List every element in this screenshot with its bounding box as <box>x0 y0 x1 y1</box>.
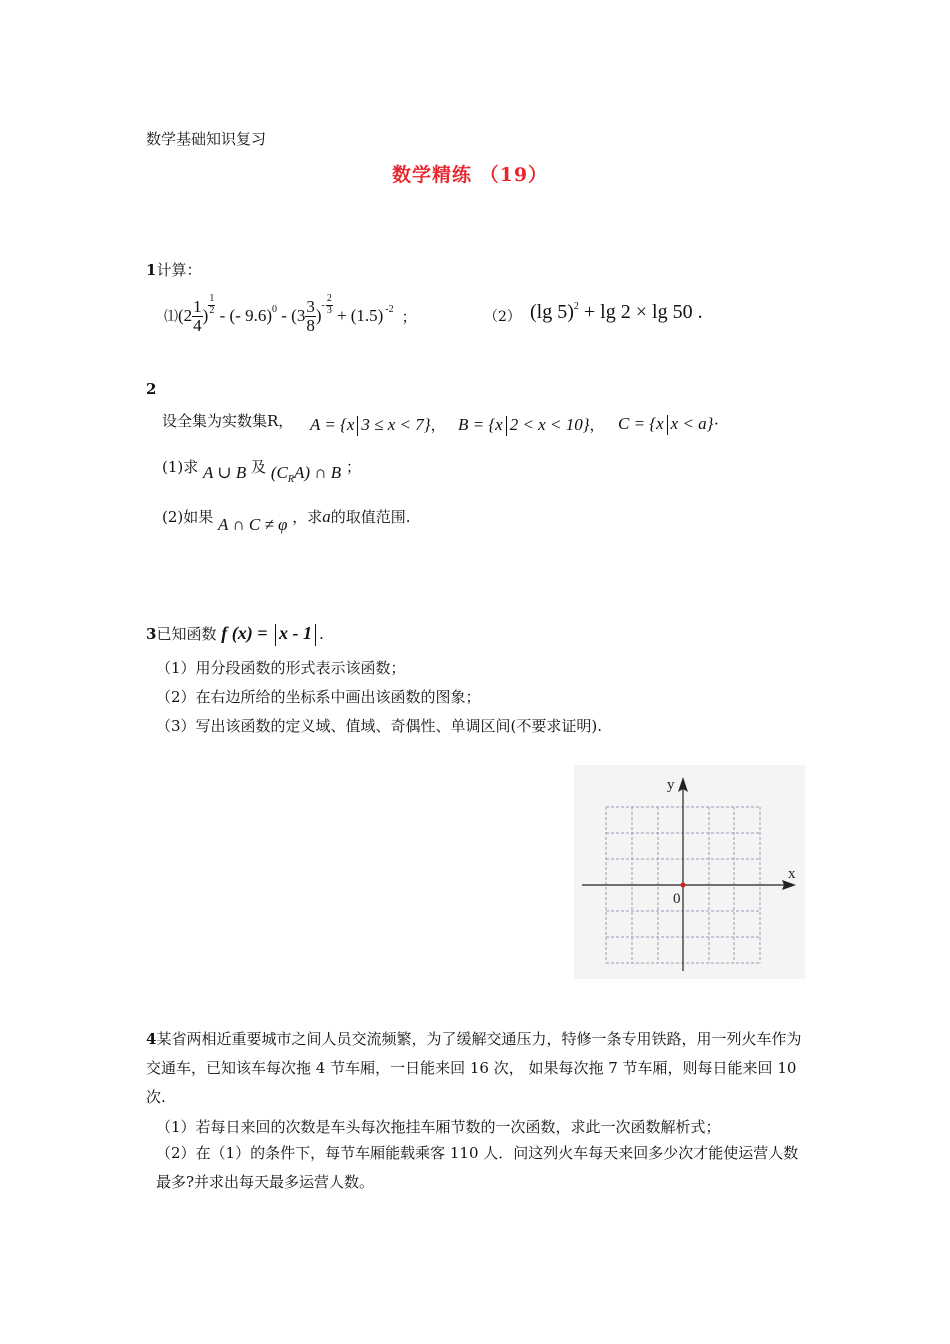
part-tag: ⑴ <box>164 310 178 325</box>
y-axis-label: y <box>667 777 675 793</box>
q1-part1-expression: ⑴ (2 $\frac{1}{4}$ ) $\frac{1}{2}$ - (- 9.6) 0 - (3 $\frac{3}{8}$ ) - $\frac{2}{3}$ + (1.5) -2 ； <box>164 293 417 335</box>
x-axis-label: x <box>788 866 796 882</box>
set-a: A = {x 3 ≤ x < 7}， <box>310 414 446 436</box>
term-c: (3 <box>291 306 306 325</box>
exponent-one-half: $\frac{1}{2}$ <box>209 293 215 316</box>
question-number: 1 <box>146 261 157 279</box>
q2-statement: 设全集为实数集R， <box>162 412 294 430</box>
fraction-three-eighths: $\frac{3}{8}$ <box>306 296 315 335</box>
q4-item-2: （2）在（1）的条件下，每节车厢能载乘客 110 人．问这列火车每天来回多少次才能使运营人数最多?并求出每天最多运营人数。 <box>156 1144 799 1191</box>
set-c: C = {x x < a}· <box>618 414 719 435</box>
section-subtitle: 数学基础知识复习 <box>146 130 267 148</box>
page-title: 数学精练 （19） <box>392 164 549 186</box>
exponent-two-thirds: $\frac{2}{3}$ <box>326 293 332 316</box>
origin-label: 0 <box>673 891 681 907</box>
q2-part2: (2)如果 A ∩ C ≠ φ ，求a的取值范围. <box>162 507 411 534</box>
set-b: B = {x 2 < x < 10}， <box>458 414 605 436</box>
term-d: (1.5) <box>350 306 384 325</box>
origin-point <box>681 883 686 888</box>
question-number: 2 <box>146 380 157 398</box>
q2-part1: (1)求 A ∪ B 及 $(C_RA)$ ∩ B ； <box>162 458 361 485</box>
question-1-heading <box>146 259 201 280</box>
fraction-one-quarter: $\frac{1}{4}$ <box>193 296 202 335</box>
q3-statement: 3已知函数 f (x) = x - 1 . <box>146 623 324 646</box>
q3-item-2: （2）在右边所给的坐标系中画出该函数的图象； <box>156 688 481 706</box>
coordinate-grid <box>574 765 805 979</box>
grid-background <box>574 765 805 979</box>
term-a: (2 <box>178 306 193 325</box>
term-b: (- 9.6) <box>229 306 272 325</box>
part-tag: （2） <box>484 309 521 325</box>
q4-item-1: （1）若每日来回的次数是车头每次拖挂车厢节数的一次函数，求此一次函数解析式； <box>156 1118 721 1136</box>
q3-item-3: （3）写出该函数的定义域、值域、奇偶性、单调区间(不要求证明). <box>156 717 603 735</box>
q4-statement: 4某省两相近重要城市之间人员交流频繁，为了缓解交通压力，特修一条专用铁路，用一列火车作为交通车，已知该车每次拖 4 节车厢，一日能来回 16 次， 如果每次拖 7 节车厢，则每日能来回 10 次. <box>146 1030 802 1106</box>
q3-item-1: （1）用分段函数的形式表示该函数； <box>156 659 406 677</box>
q1-part2-expression: (lg 5)$^2$ + lg 2 × lg 50 . <box>530 301 703 323</box>
question-label: 计算： <box>156 261 202 279</box>
